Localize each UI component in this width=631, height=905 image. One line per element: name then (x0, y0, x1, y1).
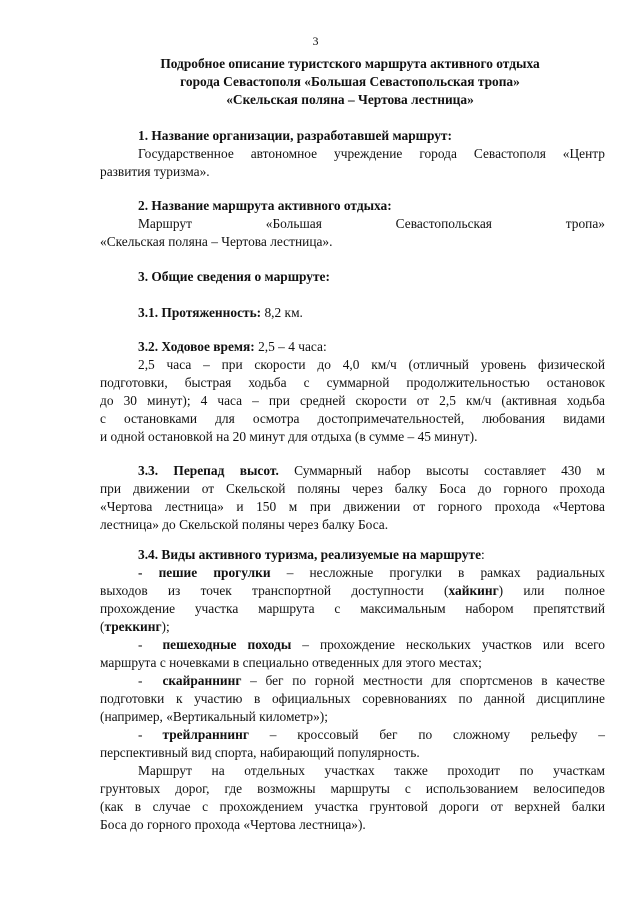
list-dash: - (138, 673, 143, 688)
paragraph-text: – прохождение нескольких участков или всего (291, 637, 605, 652)
paragraph-line: прохождение участка маршрута с максимальным набором препятствий (100, 601, 605, 616)
section-3-4 (100, 546, 605, 834)
paragraph-line (100, 618, 605, 636)
subsection-label: 3.1. Протяженность: (138, 305, 262, 320)
subsection-label: 3.2. Ходовое время: (138, 339, 255, 354)
list-item-trailrunning (100, 726, 605, 744)
title-line: «Скельская поляна – Чертова лестница» (226, 92, 474, 107)
term: пешеходные походы (162, 637, 292, 652)
punctuation: ); (161, 619, 170, 634)
paragraph-line (100, 546, 605, 564)
page-number: 3 (312, 34, 319, 48)
paragraph-line: маршрута с ночевками в специально отведенных для этого местах; (100, 655, 482, 670)
paragraph-line (100, 582, 605, 600)
paragraph-text: выходов из точек транспортной доступности ( (100, 583, 449, 598)
paragraph-text: – кроссовый бег по сложному рельефу – (248, 727, 605, 742)
paragraph-line: до 30 минут); 4 часа – при средней скорости от 2,5 км/ч (активная ходьба (100, 393, 605, 408)
paragraph-text: ) или полное (498, 583, 605, 598)
paragraph-line: Маршрут на отдельных участках также проходит по участкам (138, 763, 605, 778)
word: тропа» (565, 216, 605, 231)
paragraph-text: Суммарный набор высоты составляет 430 м (278, 463, 605, 478)
subsection-value: 2,5 – 4 часа: (254, 339, 327, 354)
list-item-hiking (100, 636, 605, 654)
paragraph-line: Государственное автономное учреждение города Севастополя «Центр (138, 146, 605, 161)
title-line: Подробное описание туристского маршрута активного отдыха (160, 56, 540, 71)
subsection-value: 8,2 км. (261, 305, 303, 320)
word: Маршрут (138, 216, 192, 231)
term: трейлраннинг (162, 727, 249, 742)
paragraph-line (100, 304, 605, 322)
subsection-label: 3.3. Перепад высот. (138, 463, 279, 478)
section-3-1 (100, 304, 605, 322)
term: хайкинг (448, 583, 499, 598)
paragraph-line: подготовки к участию в официальных соревнованиях по данной дисциплине (100, 691, 605, 706)
paragraph-text: – несложные прогулки в рамках радиальных (270, 565, 605, 580)
section-1 (100, 127, 605, 181)
paragraph-line: с остановками для осмотра достопримечательностей, любования видами (100, 411, 605, 426)
title-line: города Севастополя «Большая Севастопольская тропа» (180, 74, 520, 89)
section-heading: 2. Название маршрута активного отдыха: (138, 198, 392, 213)
term: - пешие прогулки (138, 565, 271, 580)
section-3-3 (100, 462, 605, 534)
paragraph-line: «Чертова лестница» и 150 м при движении от горного прохода «Чертова (100, 499, 605, 514)
paragraph-line: лестница» до Скельской поляны через балку Боса. (100, 517, 389, 532)
paragraph-line: подготовки, быстрая ходьба с суммарной продолжительностью остановок (100, 375, 605, 390)
section-2 (100, 197, 605, 251)
list-dash: - (138, 637, 143, 652)
word: «Большая (265, 216, 322, 231)
section-heading: 3. Общие сведения о маршруте: (138, 269, 330, 284)
list-item-walking (100, 564, 605, 582)
subsection-label: 3.4. Виды активного туризма, реализуемые на маршруте (138, 547, 482, 562)
paragraph-line: грунтовых дорог, где возможны маршруты с использованием велосипедов (100, 781, 605, 796)
punctuation: ( (100, 619, 105, 634)
word: Севастопольская (395, 216, 492, 231)
document-title (100, 55, 600, 109)
paragraph-line: «Скельская поляна – Чертова лестница». (100, 234, 333, 249)
paragraph-line: 2,5 часа – при скорости до 4,0 км/ч (отличный уровень физической (138, 357, 605, 372)
paragraph-line (100, 215, 605, 233)
paragraph-line (100, 338, 605, 356)
punctuation: : (481, 547, 485, 562)
section-3-2 (100, 338, 605, 446)
list-item-skyrunning (100, 672, 605, 690)
paragraph-line (100, 462, 605, 480)
paragraph-line: (например, «Вертикальный километр»); (100, 709, 328, 724)
paragraph-text: – бег по горной местности для спортсменов в качестве (241, 673, 605, 688)
paragraph-line: при движении от Скельской поляны через балку Боса до горного прохода (100, 481, 605, 496)
section-heading: 1. Название организации, разработавшей маршрут: (138, 128, 452, 143)
section-3 (100, 268, 605, 286)
term: скайраннинг (162, 673, 242, 688)
list-dash: - (138, 727, 143, 742)
paragraph-line: и одной остановкой на 20 минут для отдыха (в сумме – 45 минут). (100, 429, 478, 444)
paragraph-line: перспективный вид спорта, набирающий популярность. (100, 745, 420, 760)
paragraph-line: Боса до горного прохода «Чертова лестница»). (100, 817, 366, 832)
term: треккинг (104, 619, 162, 634)
paragraph-line: (как в случае с прохождением участка грунтовой дороги от верхней балки (100, 799, 605, 814)
paragraph-line: развития туризма». (100, 164, 210, 179)
